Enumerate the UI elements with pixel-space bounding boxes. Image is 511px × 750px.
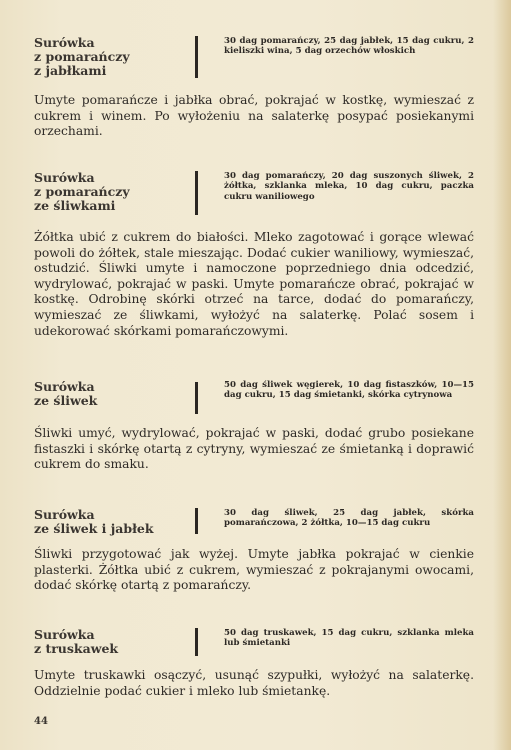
recipe-title-line: Surówka: [34, 627, 95, 642]
recipe-title-line: Surówka: [34, 507, 95, 522]
recipe-title-line: z jabłkami: [34, 63, 107, 78]
ingredients: 30 dag pomarańczy, 20 dag suszonych śliwek, 2 żółtka, szklanka mleka, 10 dag cukru, paczka cukru waniliowego: [224, 171, 474, 202]
recipe-title-line: ze śliwek i jabłek: [34, 521, 154, 536]
separator-bar: [195, 171, 198, 215]
page-number: 44: [34, 716, 48, 727]
recipe-title-line: ze śliwkami: [34, 198, 116, 213]
recipe-title: [34, 628, 184, 656]
separator-bar: [195, 36, 198, 78]
recipe-title: [34, 508, 184, 536]
recipe-description: Umyte pomarańcze i jabłka obrać, pokrajać w kostkę, wymieszać z cukrem i winem. Po wyłożeniu na salaterkę posypać posiekanymi orzechami.: [34, 93, 474, 139]
recipe-title-line: Surówka: [34, 35, 95, 50]
recipe-title: [34, 380, 184, 408]
separator-bar: [195, 382, 198, 414]
ingredients: 30 dag śliwek, 25 dag jabłek, skórka pomarańczowa, 2 żółtka, 10—15 dag cukru: [224, 508, 474, 529]
recipe-title-line: z truskawek: [34, 641, 119, 656]
recipe-description: Śliwki umyć, wydrylować, pokrajać w paski, dodać grubo posiekane fistaszki i skórkę otartą z cytryny, wymieszać ze śmietanką i doprawić cukrem do smaku.: [34, 426, 474, 472]
ingredients: 50 dag śliwek węgierek, 10 dag fistaszków, 10—15 dag cukru, 15 dag śmietanki, skórka cytrynowa: [224, 380, 474, 401]
recipe-description: Umyte truskawki osączyć, usunąć szypułki, wyłożyć na salaterkę. Oddzielnie podać cukier i mleko lub śmietankę.: [34, 668, 474, 698]
recipe-title-line: z pomarańczy: [34, 49, 130, 64]
recipe-description: Żółtka ubić z cukrem do białości. Mleko zagotować i gorące wlewać powoli do żółtek, stale mieszając. Dodać cukier waniliowy, wymieszać, ostudzić. Śliwki umyte i namoczone poprzedniego dnia odcedzić, wydrylować, pokrajać w paski. Umyte pomarańcze obrać, pokrajać w kostkę. Odrobinę skórki otrzeć na tarce, dodać do pomarańczy, wymieszać ze śliwkami, wyłożyć na salaterkę. Polać sosem i udekorować skórkami pomarańczowymi.: [34, 230, 474, 338]
ingredients: 30 dag pomarańczy, 25 dag jabłek, 15 dag cukru, 2 kieliszki wina, 5 dag orzechów włoskich: [224, 36, 474, 57]
recipe-title-line: Surówka: [34, 379, 95, 394]
recipe-title-line: Surówka: [34, 170, 95, 185]
recipe-title: [34, 171, 184, 213]
ingredients: 50 dag truskawek, 15 dag cukru, szklanka mleka lub śmietanki: [224, 628, 474, 649]
separator-bar: [195, 508, 198, 534]
recipe-title-line: z pomarańczy: [34, 184, 130, 199]
separator-bar: [195, 628, 198, 656]
recipe-title-line: ze śliwek: [34, 393, 98, 408]
recipe-title: [34, 36, 184, 78]
recipe-description: Śliwki przygotować jak wyżej. Umyte jabłka pokrajać w cienkie plasterki. Żółtka ubić z cukrem, wymieszać z pokrajanymi owocami, dodać skórkę otartą z pomarańczy.: [34, 547, 474, 593]
